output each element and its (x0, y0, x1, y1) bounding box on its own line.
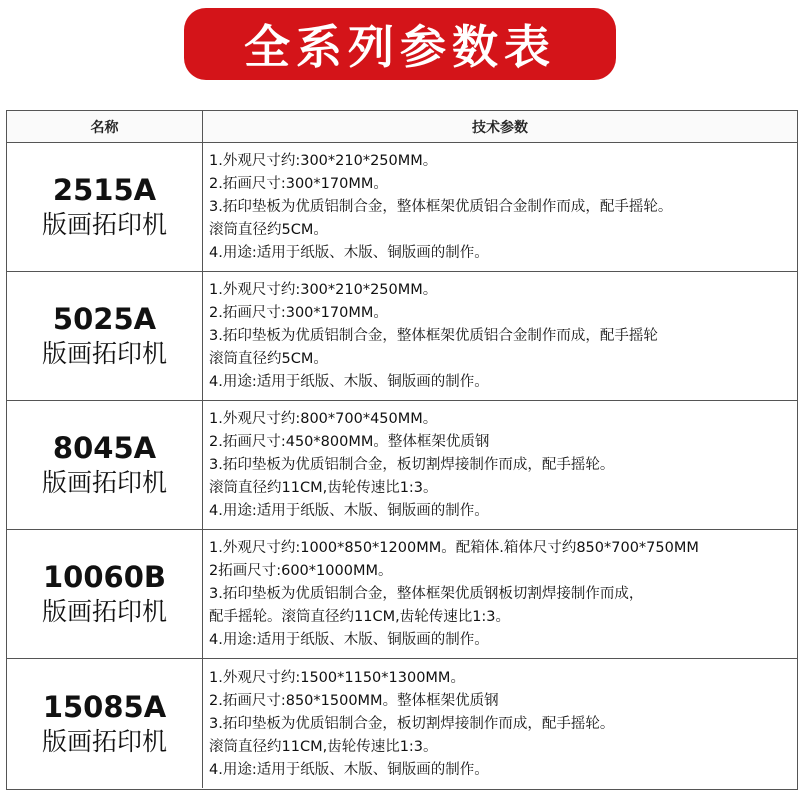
model-cell (7, 143, 203, 271)
spec-line: 2.拓画尺寸:300*170MM。 (209, 176, 388, 192)
table-row (7, 530, 797, 659)
table-row (7, 272, 797, 401)
spec-line: 3.拓印垫板为优质铝制合金，板切割焊接制作而成，配手摇轮。 (209, 715, 615, 732)
spec-line: 配手摇轮。滚筒直径约11CM,齿轮传速比1:3。 (209, 609, 511, 625)
spec-line: 4.用途:适用于纸版、木版、铜版画的制作。 (209, 245, 489, 261)
model-description: 版画拓印机 (41, 468, 167, 497)
model-cell (7, 401, 203, 529)
table-row (7, 401, 797, 530)
banner-title: 全系列参数表 (244, 20, 556, 74)
spec-line: 3.拓印垫板为优质铝制合金，整体框架优质铝合金制作而成，配手摇轮 (209, 328, 658, 344)
header-spec: 技术参数 (472, 119, 528, 136)
model-description: 版画拓印机 (41, 597, 167, 626)
spec-cell (203, 530, 797, 658)
spec-table (6, 110, 798, 790)
spec-cell (203, 659, 797, 788)
model-description: 版画拓印机 (41, 210, 167, 239)
model-number: 8045A (52, 431, 157, 465)
spec-line: 4.用途:适用于纸版、木版、铜版画的制作。 (209, 374, 489, 390)
spec-line: 4.用途:适用于纸版、木版、铜版画的制作。 (209, 503, 489, 519)
model-number: 10060B (43, 560, 166, 594)
spec-cell (203, 401, 797, 529)
spec-line: 2.拓画尺寸:850*1500MM。整体框架优质钢 (209, 692, 499, 709)
spec-line: 3.拓印垫板为优质铝制合金，整体框架优质钢板切割焊接制作而成， (209, 586, 644, 602)
title-banner (184, 8, 616, 80)
model-number: 2515A (52, 173, 157, 207)
spec-line: 3.拓印垫板为优质铝制合金，整体框架优质铝合金制作而成，配手摇轮。 (209, 199, 673, 215)
model-cell (7, 530, 203, 658)
model-number: 5025A (52, 302, 157, 336)
table-row (7, 659, 797, 788)
spec-line: 4.用途:适用于纸版、木版、铜版画的制作。 (209, 761, 489, 778)
model-number: 15085A (42, 689, 167, 724)
spec-line: 2.拓画尺寸:300*170MM。 (209, 305, 388, 321)
table-header (7, 111, 797, 143)
spec-line: 1.外观尺寸约:800*700*450MM。 (209, 411, 438, 427)
spec-line: 3.拓印垫板为优质铝制合金，板切割焊接制作而成，配手摇轮。 (209, 457, 615, 473)
spec-cell (203, 143, 797, 271)
table-body (7, 143, 797, 788)
spec-line: 1.外观尺寸约:1000*850*1200MM。配箱体.箱体尺寸约850*700*750MM (209, 540, 699, 556)
spec-line: 1.外观尺寸约:300*210*250MM。 (209, 153, 438, 169)
model-description: 版画拓印机 (41, 726, 167, 756)
banner-container (0, 8, 800, 80)
spec-line: 2拓画尺寸:600*1000MM。 (209, 563, 393, 579)
spec-line: 滚筒直径约5CM。 (209, 351, 328, 367)
spec-line: 1.外观尺寸约:1500*1150*1300MM。 (209, 669, 465, 686)
spec-line: 滚筒直径约11CM,齿轮传速比1:3。 (209, 738, 438, 755)
model-cell (7, 659, 203, 788)
spec-line: 滚筒直径约5CM。 (209, 222, 328, 238)
header-name: 名称 (7, 111, 203, 142)
spec-line: 1.外观尺寸约:300*210*250MM。 (209, 282, 438, 298)
table-row (7, 143, 797, 272)
spec-line: 4.用途:适用于纸版、木版、铜版画的制作。 (209, 632, 489, 648)
spec-line: 2.拓画尺寸:450*800MM。整体框架优质钢 (209, 434, 490, 450)
spec-cell (203, 272, 797, 400)
model-cell (7, 272, 203, 400)
spec-line: 滚筒直径约11CM,齿轮传速比1:3。 (209, 480, 438, 496)
model-description: 版画拓印机 (41, 339, 167, 368)
